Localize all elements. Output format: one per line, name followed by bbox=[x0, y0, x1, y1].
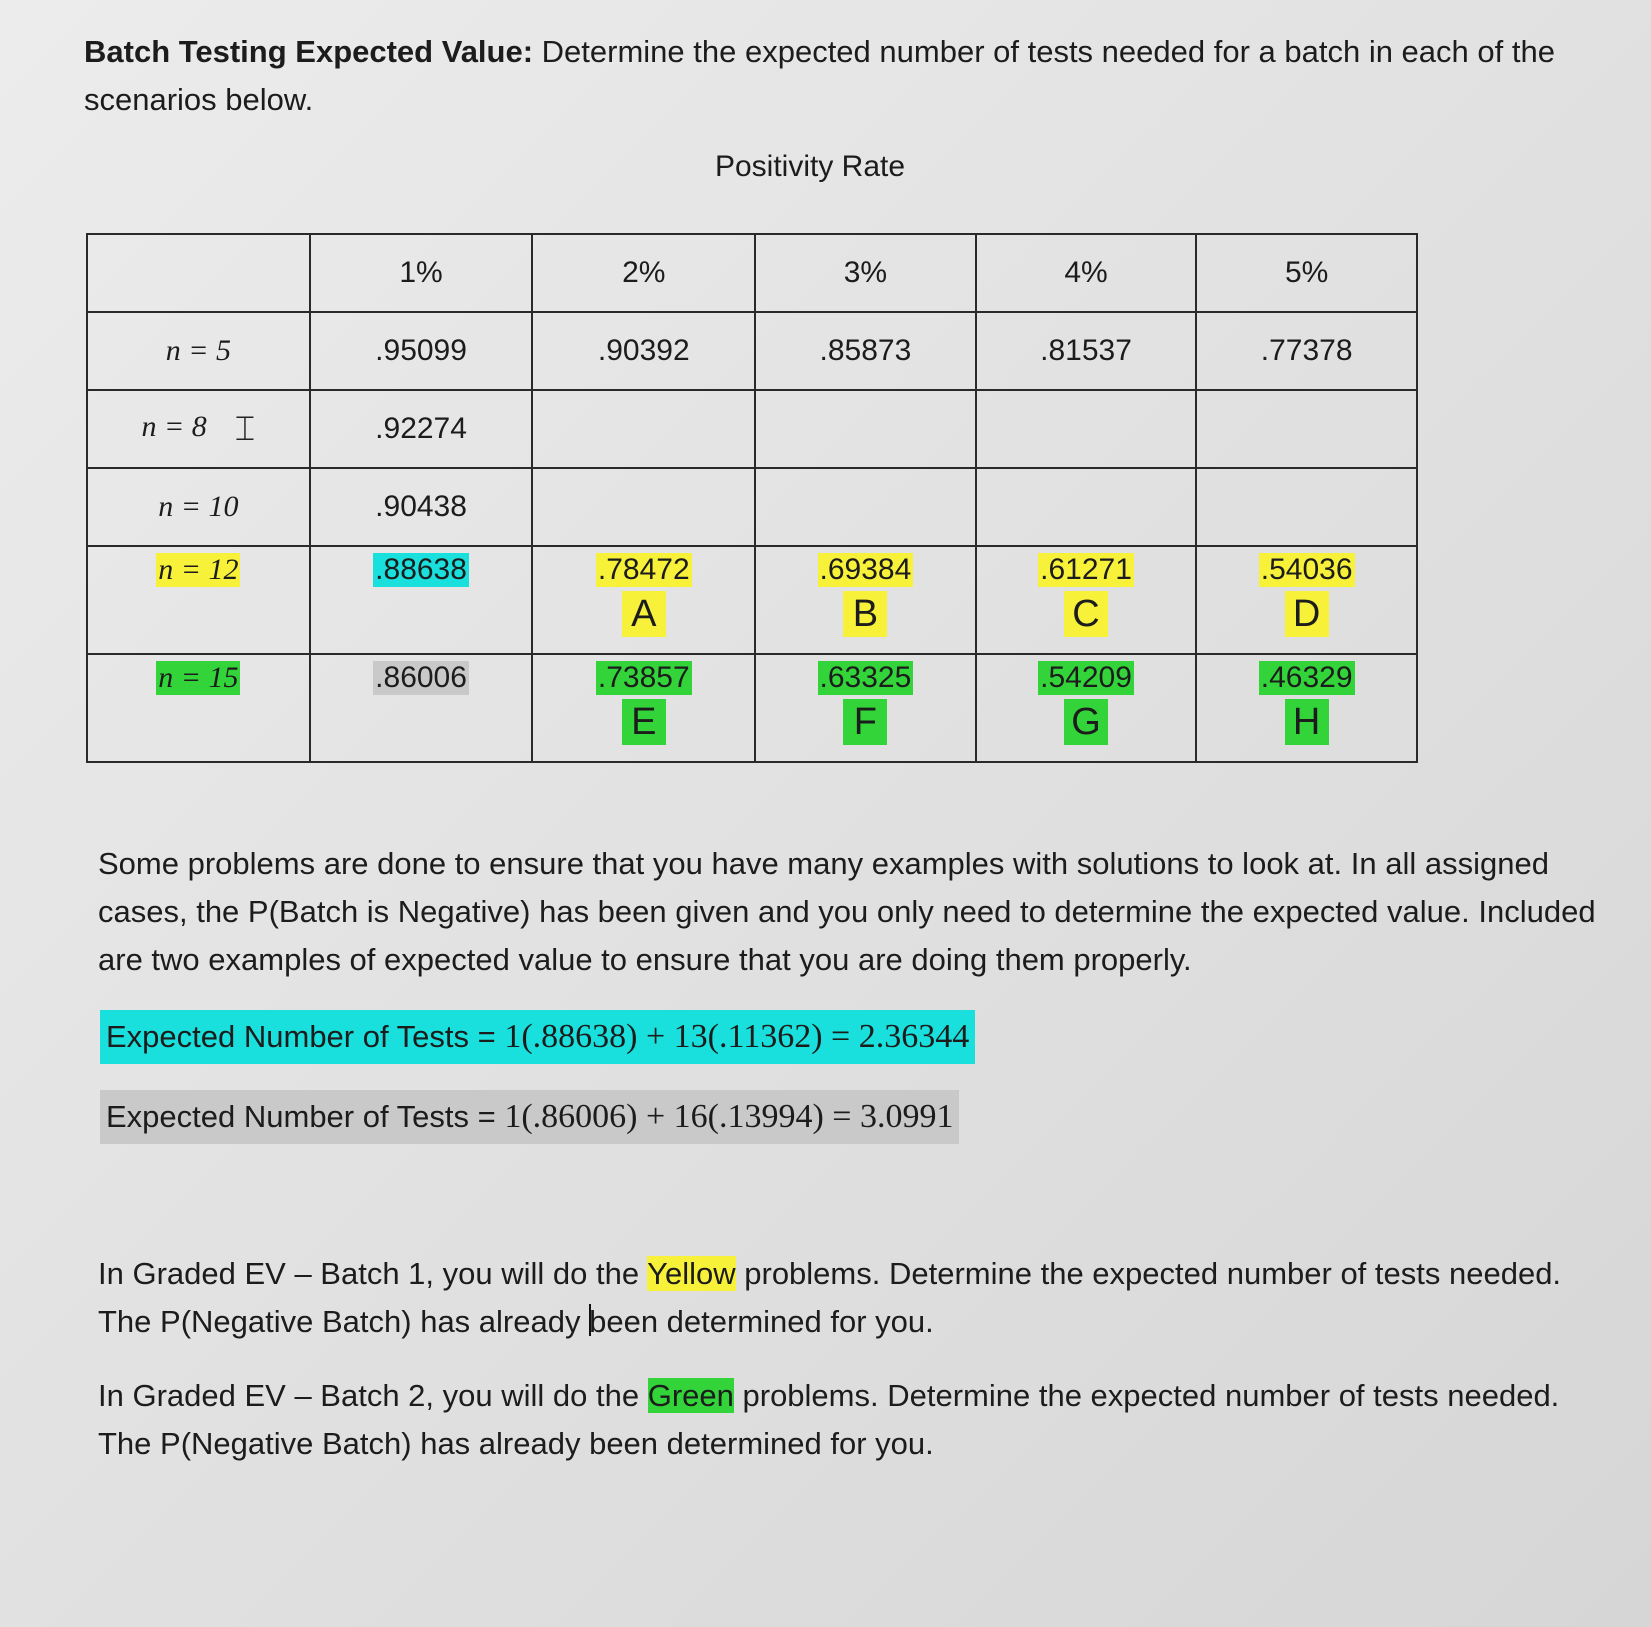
table-row bbox=[87, 390, 1417, 468]
table-row bbox=[87, 468, 1417, 546]
table-cell: .54036 D bbox=[1196, 546, 1417, 654]
table-cell bbox=[1196, 468, 1417, 546]
table-row bbox=[87, 312, 1417, 390]
positivity-rate-title: Positivity Rate bbox=[714, 150, 906, 183]
table-cell: .90438 bbox=[310, 468, 533, 546]
table-cell bbox=[1196, 390, 1417, 468]
equation-formula: 1(.86006) + 16(.13994) = 3.0991 bbox=[504, 1098, 954, 1135]
col-header: 3% bbox=[755, 234, 976, 312]
intro-paragraph bbox=[84, 28, 1584, 124]
table-row bbox=[87, 654, 1417, 762]
col-header: 4% bbox=[976, 234, 1197, 312]
text-cursor-icon: ⌶ bbox=[234, 409, 256, 449]
row-label: n = 12 bbox=[87, 546, 310, 654]
problem-letter: E bbox=[622, 699, 666, 745]
table-cell: .90392 bbox=[532, 312, 755, 390]
table-cell bbox=[532, 468, 755, 546]
table-cell: .69384 B bbox=[755, 546, 976, 654]
intro-text: Determine the expected number of tests needed for a batch in each of the scenarios below. bbox=[84, 34, 1555, 117]
table-cell: .78472 A bbox=[532, 546, 755, 654]
problem-letter: D bbox=[1285, 591, 1329, 637]
example-equation-2 bbox=[100, 1090, 959, 1144]
table-cell bbox=[976, 468, 1197, 546]
table-cell: .81537 bbox=[976, 312, 1197, 390]
table-cell: .63325 F bbox=[755, 654, 976, 762]
table-cell: .54209 G bbox=[976, 654, 1197, 762]
problem-letter: H bbox=[1285, 699, 1329, 745]
green-highlight: Green bbox=[647, 1378, 734, 1413]
table-cell: .73857 E bbox=[532, 654, 755, 762]
table-row bbox=[87, 546, 1417, 654]
problem-letter: B bbox=[843, 591, 887, 637]
col-header: 2% bbox=[532, 234, 755, 312]
batch1-paragraph: In Graded EV – Batch 1, you will do the Yellow problems. Determine the expected number of tests needed. The P(Negative Batch) has already been determined for you. bbox=[98, 1256, 1562, 1339]
problem-letter: G bbox=[1064, 699, 1108, 745]
batch2-paragraph: In Graded EV – Batch 2, you will do the Green problems. Determine the expected number of tests needed. The P(Negative Batch) has already been determined for you. bbox=[98, 1378, 1560, 1461]
row-label: n = 5 bbox=[87, 312, 310, 390]
col-header: 1% bbox=[310, 234, 533, 312]
table-cell: .46329 H bbox=[1196, 654, 1417, 762]
table-cell: .88638 bbox=[310, 546, 533, 654]
table-cell: .95099 bbox=[310, 312, 533, 390]
table-cell bbox=[755, 390, 976, 468]
corner-cell bbox=[87, 234, 310, 312]
equation-formula: 1(.88638) + 13(.11362) = 2.36344 bbox=[504, 1018, 970, 1055]
table-cell: .61271 C bbox=[976, 546, 1197, 654]
table-cell: .92274 bbox=[310, 390, 533, 468]
intro-title: Batch Testing Expected Value: bbox=[84, 34, 534, 69]
table-cell bbox=[755, 468, 976, 546]
problem-letter: F bbox=[843, 699, 887, 745]
table-cell bbox=[532, 390, 755, 468]
table-cell: .86006 bbox=[310, 654, 533, 762]
row-label: n = 15 bbox=[87, 654, 310, 762]
problem-letter: C bbox=[1064, 591, 1108, 637]
row-label: n = 10 bbox=[87, 468, 310, 546]
col-header: 5% bbox=[1196, 234, 1417, 312]
row-label: n = 8 ⌶ bbox=[87, 390, 310, 468]
equation-label: Expected Number of Tests = bbox=[106, 1099, 505, 1134]
problem-letter: A bbox=[622, 591, 666, 637]
table-cell bbox=[976, 390, 1197, 468]
header-row bbox=[87, 234, 1417, 312]
table-cell: .77378 bbox=[1196, 312, 1417, 390]
yellow-highlight: Yellow bbox=[647, 1256, 736, 1291]
probability-table bbox=[86, 233, 1418, 763]
instructions-paragraph: Some problems are done to ensure that you have many examples with solutions to look at. In all assigned cases, the P(Batch is Negative) has been given and you only need to determine the expected value. Included are two examples of expected value to ensure that you are doing them properly. bbox=[98, 846, 1596, 977]
example-equation-1 bbox=[100, 1010, 975, 1064]
table-cell: .85873 bbox=[755, 312, 976, 390]
equation-label: Expected Number of Tests = bbox=[106, 1019, 505, 1054]
